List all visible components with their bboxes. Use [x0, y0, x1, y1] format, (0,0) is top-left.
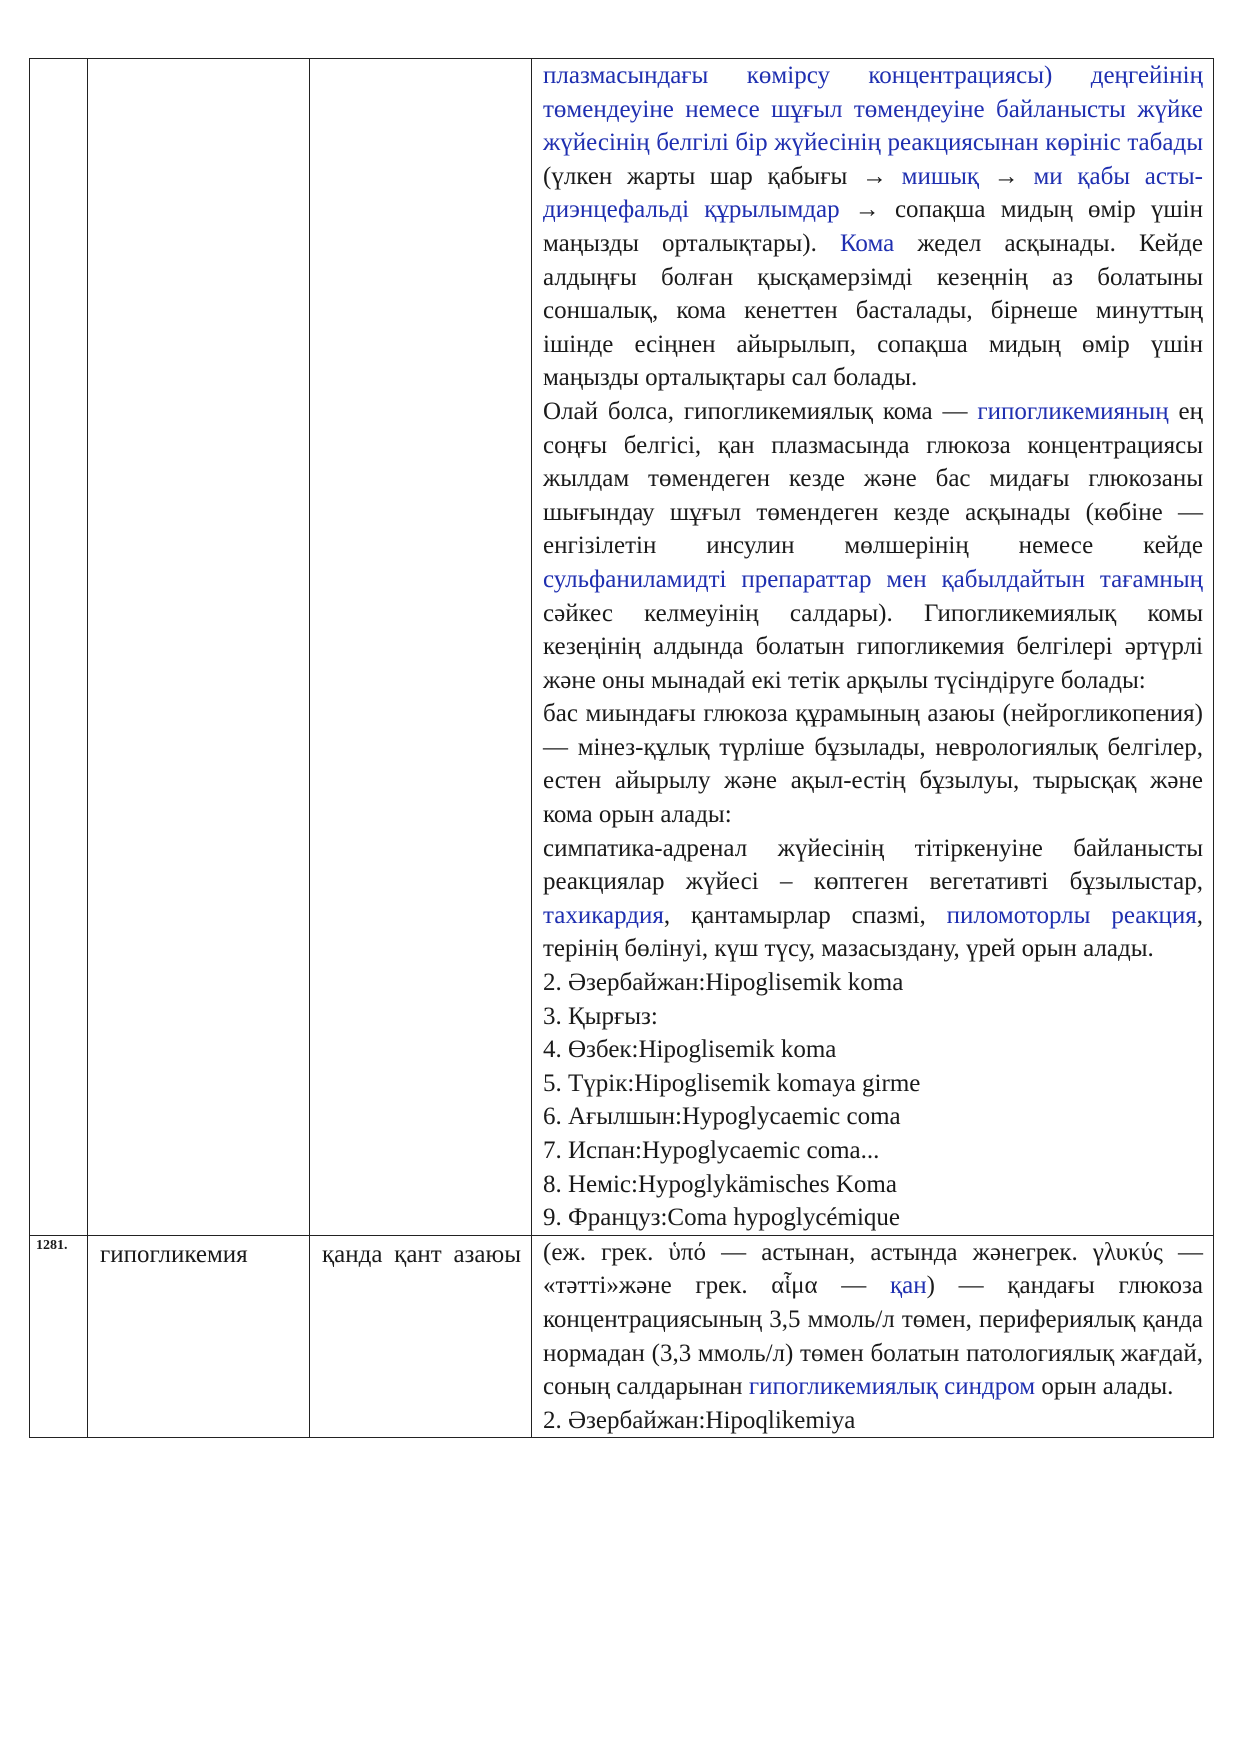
translation-line: 6. Ағылшын:Hypoglycaemic coma: [543, 1103, 901, 1131]
entry-definition: [532, 59, 1214, 1236]
translation-line: 8. Неміс:Hypoglykämisches Koma: [543, 1170, 897, 1198]
entry-row: [30, 59, 1214, 1236]
definition-paragraph: [543, 395, 1203, 697]
entry-number: 1281.: [30, 1235, 88, 1438]
entry-term: [88, 59, 310, 1236]
definition-paragraph: [543, 1236, 1203, 1404]
definition-text: симпатика-адренал жүйесінің тітіркенуіне байланысты реакциялар жүйесі – көптеген вегетативті бұзылыстар,: [543, 834, 1203, 896]
definition-text: →: [979, 162, 1034, 190]
definition-text: (үлкен жарты шар қабығы →: [543, 162, 902, 190]
definition-text: жедел асқынады. Кейде алдыңғы болған қысқамерзімді кезеңнің аз болатыны соншалық, кома кенеттен басталады, бірнеше минуттың ішінде есіңнен айырылып, сопақша мидың өмір үшін маңызды орталықтары сал болады.: [543, 229, 1203, 392]
term-link[interactable]: қан: [890, 1272, 927, 1300]
definition-text: ең соңғы белгісі, қан плазмасында глюкоза концентрациясы жылдам төмендеген кезде және бас мидағы глюкозаны шығындау шұғыл төмендеген кезде асқынады (көбіне — енгізілетін инсулин мөлшерінің немесе кейде: [543, 397, 1203, 560]
term-link[interactable]: гипогликемиялық синдром: [748, 1373, 1036, 1401]
term-link[interactable]: сульфаниламидті препараттар мен қабылдайтын тағамның: [543, 565, 1203, 593]
entry-row: [30, 1235, 1214, 1438]
entry-definition: [532, 1235, 1214, 1438]
entry-translation: қанда қант азаюы: [310, 1235, 532, 1438]
term-link[interactable]: мишық: [901, 162, 980, 190]
term-link[interactable]: плазмасындағы көмірсу концентрациясы) деңгейінің төмендеуіне немесе шұғыл төмендеуіне байланысты жүйке жүйесінің белгілі бір жүйесінің реакциясынан көрініс табады: [543, 62, 1203, 157]
translation-line: 2. Әзербайжан:Hipoqlikemiya: [543, 1406, 856, 1434]
term-link[interactable]: пиломоторлы реакция: [946, 901, 1197, 929]
definition-text: , қантамырлар спазмі,: [663, 901, 947, 929]
definition-text: Олай болса, гипогликемиялық кома —: [543, 397, 978, 425]
definition-paragraph: [543, 832, 1203, 966]
term-link[interactable]: Кома: [839, 229, 895, 257]
translation-line: 3. Қырғыз:: [543, 1002, 658, 1030]
term-link[interactable]: тахикардия: [543, 901, 664, 929]
definition-paragraph: [543, 697, 1203, 831]
translation-line: 7. Испан:Hypoglycaemic coma...: [543, 1137, 880, 1164]
entry-translation: [310, 59, 532, 1236]
definition-text: ) — қандағы глюкоза концентрациясының 3,5 ммоль/л төмен, перифериялық қанда нормадан (3,3 ммоль/л) төмен болатын патологиялық жағдай, соның салдарынан: [543, 1272, 1203, 1401]
entry-term: гипогликемия: [88, 1235, 310, 1438]
translation-line: 9. Француз:Coma hypoglycémique: [543, 1204, 901, 1232]
term-link[interactable]: гипогликемияның: [977, 397, 1169, 425]
dictionary-table: [29, 58, 1214, 1438]
definition-text: → сопақша мидың өмір үшін маңызды орталықтары).: [543, 196, 1204, 257]
definition-text: сәйкес келмеуінің салдары). Гипогликемиялық комы кезеңінің алдында болатын гипогликемия белгілері әртүрлі және оны мынадай екі тетік арқылы түсіндіруге болады:: [543, 599, 1203, 694]
definition-text: орын алады.: [1035, 1373, 1174, 1401]
translation-line: 4. Өзбек:Hipoglisemik koma: [543, 1036, 837, 1064]
translation-line: 5. Түрік:Hipoglisemik komaya girme: [543, 1069, 921, 1097]
definition-text: , терінің бөлінуі, күш түсу, мазасыздану, үрей орын алады.: [543, 901, 1203, 963]
term-link[interactable]: ми қабы асты-диэнцефальді құрылымдар: [543, 162, 1204, 224]
translation-line: 2. Әзербайжан:Hipoglisemik koma: [543, 969, 904, 997]
definition-text: (еж. грек. ὑπό — астынан, астында жәнегрек. γλυκύς — «тәтті»және грек. αἷμα —: [543, 1238, 1203, 1300]
definition-text: бас миындағы глюкоза құрамының азаюы (нейрогликопения) — мінез-құлық түрліше бұзылады, неврологиялық белгілер, естен айырылу және ақыл-естің бұзылуы, тырысқақ және кома орын алады:: [543, 700, 1203, 829]
definition-paragraph: [543, 59, 1203, 395]
entry-number: [30, 59, 88, 1236]
